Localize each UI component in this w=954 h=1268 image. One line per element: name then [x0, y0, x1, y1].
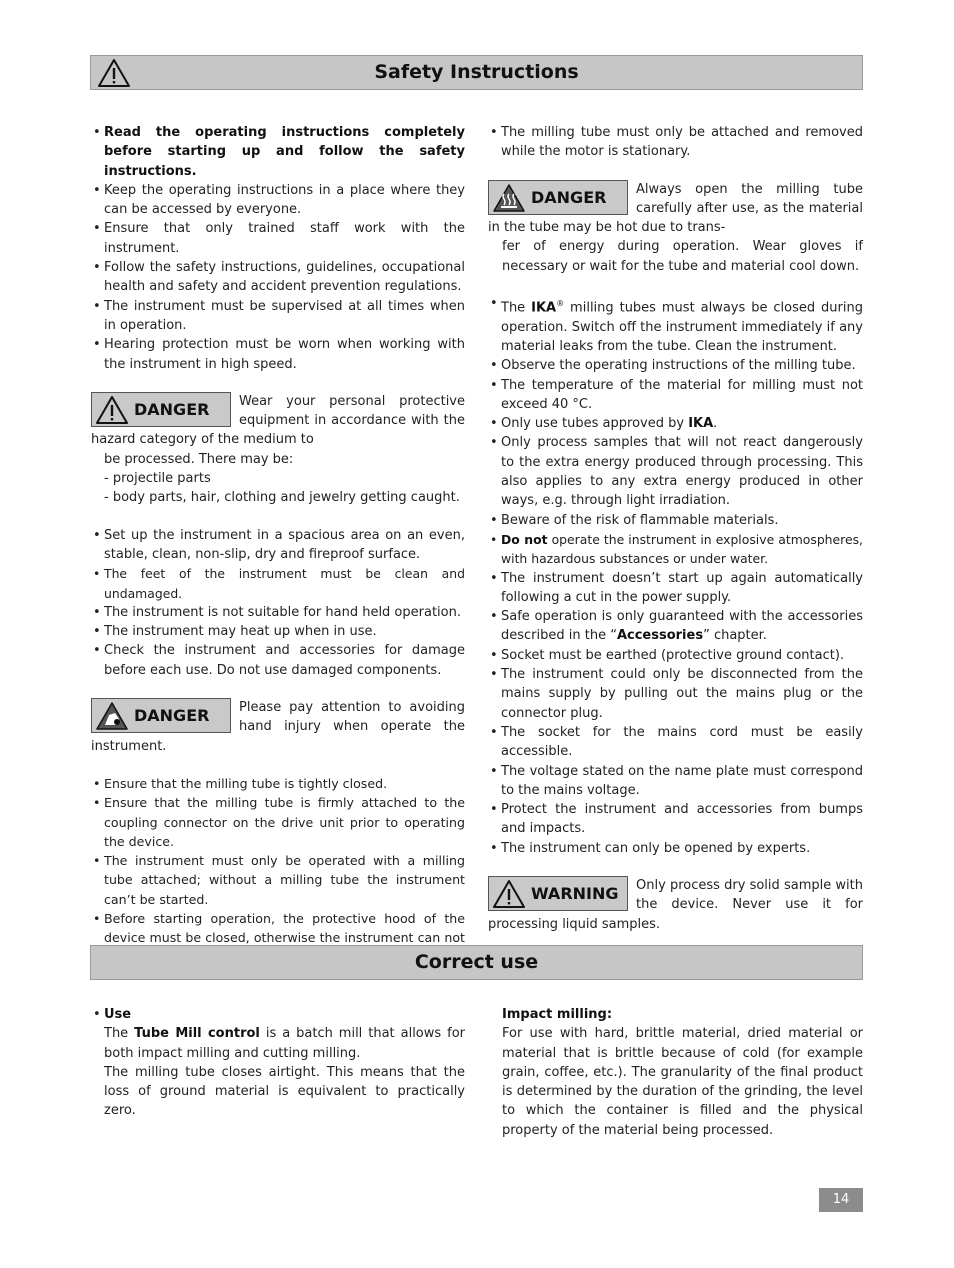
safety-instructions-banner [90, 55, 863, 90]
danger-text: Always open the milling tube carefully after use, as the material in the tube may be hot due to trans- fer of energy during operation. Wear gloves if necessary or wait for the tube and material cool down. [488, 181, 863, 274]
page-number: 14 [819, 1188, 863, 1212]
list-item: • Follow the safety instructions, guidelines, occupational health and safety and accident prevention regulations. [91, 258, 465, 297]
list-item: • The instrument is not suitable for hand held operation. [91, 603, 465, 622]
list-item: • Do not operate the instrument in explosive atmospheres, with hazardous substances or under water. [488, 530, 863, 569]
safety-list-4 [488, 123, 863, 162]
safety-list-3 [91, 774, 465, 967]
danger-label-box [488, 180, 628, 215]
impact-milling-heading: Impact milling: [502, 1007, 613, 1022]
list-item: • The feet of the instrument must be clean and undamaged. [91, 564, 465, 603]
danger-label-box [91, 392, 231, 427]
list-item: • Only use tubes approved by IKA. [488, 414, 863, 433]
list-item: • Protect the instrument and accessories from bumps and impacts. [488, 800, 863, 839]
use-heading: • Use [91, 1005, 465, 1024]
warning-triangle-icon [492, 879, 526, 915]
hot-surface-icon [492, 183, 526, 219]
danger-label: DANGER [134, 399, 210, 419]
danger-label: DANGER [531, 187, 607, 207]
list-item: • Before starting operation, the protective hood of the device must be closed, otherwise the instrument can not [91, 909, 465, 967]
safety-list-1 [91, 123, 465, 374]
left-column [91, 123, 465, 967]
list-item: • Only process samples that will not react dangerously to the extra energy produced through processing. This also applies to any extra energy produced in other ways, e.g. through light irradiation. [488, 433, 863, 510]
list-item: • Ensure that only trained staff work with the instrument. [91, 219, 465, 258]
danger-text: Wear your personal protective equipment in accordance with the hazard category of the medium to be processed. There may be: - projectile parts - body parts, hair, clothing and jewelry getting caught. [91, 393, 465, 506]
list-item: • The instrument must be supervised at all times when in operation. [91, 297, 465, 336]
list-item: • Socket must be earthed (protective ground contact). [488, 646, 863, 665]
list-item: • Read the operating instructions completely before starting up and follow the safety instructions. [91, 123, 465, 181]
danger-label-box [91, 698, 231, 733]
safety-list-2 [91, 526, 465, 680]
danger-label: DANGER [134, 706, 210, 726]
correct-use-banner [90, 945, 863, 980]
right-column [488, 123, 863, 952]
use-list [91, 1005, 465, 1024]
list-item: • The instrument must only be operated with a milling tube attached; without a milling tube the instrument can’t be started. [91, 851, 465, 909]
list-item: • The temperature of the material for milling must not exceed 40 °C. [488, 376, 863, 415]
warning-notice-liquid [488, 876, 863, 934]
danger-text: Please pay attention to avoiding hand injury when operate the instrument. [91, 700, 465, 754]
impact-milling-text: For use with hard, brittle material, dried material or material that is brittle because of cold (for example grain, coffee, etc.). The granularity of the final product is determined by the duration of the grinding, the level to which the container is filled and the physical property of the material being processed. [502, 1026, 863, 1138]
list-item: • The milling tube must only be attached and removed while the motor is stationary. [488, 123, 863, 162]
list-item: • Safe operation is only guaranteed with the accessories described in the “Accessories” chapter. [488, 607, 863, 646]
list-item: • Keep the operating instructions in a place where they can be accessed by everyone. [91, 181, 465, 220]
correct-use-left [91, 1005, 465, 1121]
list-item: • Ensure that the milling tube is tightly closed. [91, 774, 465, 793]
list-item: • The instrument can only be opened by experts. [488, 839, 863, 858]
hand-injury-icon [95, 701, 129, 737]
warning-text: Only process dry solid sample with the device. Never use it for processing liquid samples. [488, 878, 863, 932]
danger-notice-ppe [91, 392, 465, 508]
list-item: • Check the instrument and accessories for damage before each use. Do not use damaged components. [91, 641, 465, 680]
use-paragraph-2: The milling tube closes airtight. This means that the loss of ground material is equivalent to practically zero. [104, 1064, 465, 1119]
list-item: • The instrument doesn’t start up again automatically following a cut in the power supply. [488, 569, 863, 608]
use-paragraph: The Tube Mill control is a batch mill that allows for both impact milling and cutting milling. [104, 1026, 466, 1061]
list-item: • The socket for the mains cord must be easily accessible. [488, 723, 863, 762]
list-item: • Set up the instrument in a spacious area on an even, stable, clean, non-slip, dry and fireproof surface. [91, 526, 465, 565]
list-item: • The voltage stated on the name plate must correspond to the mains voltage. [488, 762, 863, 801]
danger-notice-hot [488, 180, 863, 276]
warning-label-box [488, 876, 628, 911]
list-item: • Observe the operating instructions of the milling tube. [488, 356, 863, 375]
warning-label: WARNING [531, 884, 619, 904]
correct-use-right [502, 1005, 863, 1140]
section-title-correct-use: Correct use [414, 951, 539, 973]
list-item: • Beware of the risk of flammable materials. [488, 511, 863, 530]
list-item: • The instrument could only be disconnected from the mains supply by pulling out the mains plug or the connector plug. [488, 665, 863, 723]
list-item: • Ensure that the milling tube is firmly attached to the coupling connector on the drive unit prior to operating the device. [91, 793, 465, 851]
list-item: • The IKA® milling tubes must always be closed during operation. Switch off the instrument immediately if any material leaks from the tube. Clean the instrument. [488, 294, 863, 356]
section-title-safety: Safety Instructions [374, 61, 579, 83]
danger-notice-hand [91, 698, 465, 756]
list-item: • The instrument may heat up when in use. [91, 622, 465, 641]
list-item: • Hearing protection must be worn when working with the instrument in high speed. [91, 335, 465, 374]
safety-list-5 [488, 294, 863, 858]
warning-triangle-icon [95, 395, 129, 431]
